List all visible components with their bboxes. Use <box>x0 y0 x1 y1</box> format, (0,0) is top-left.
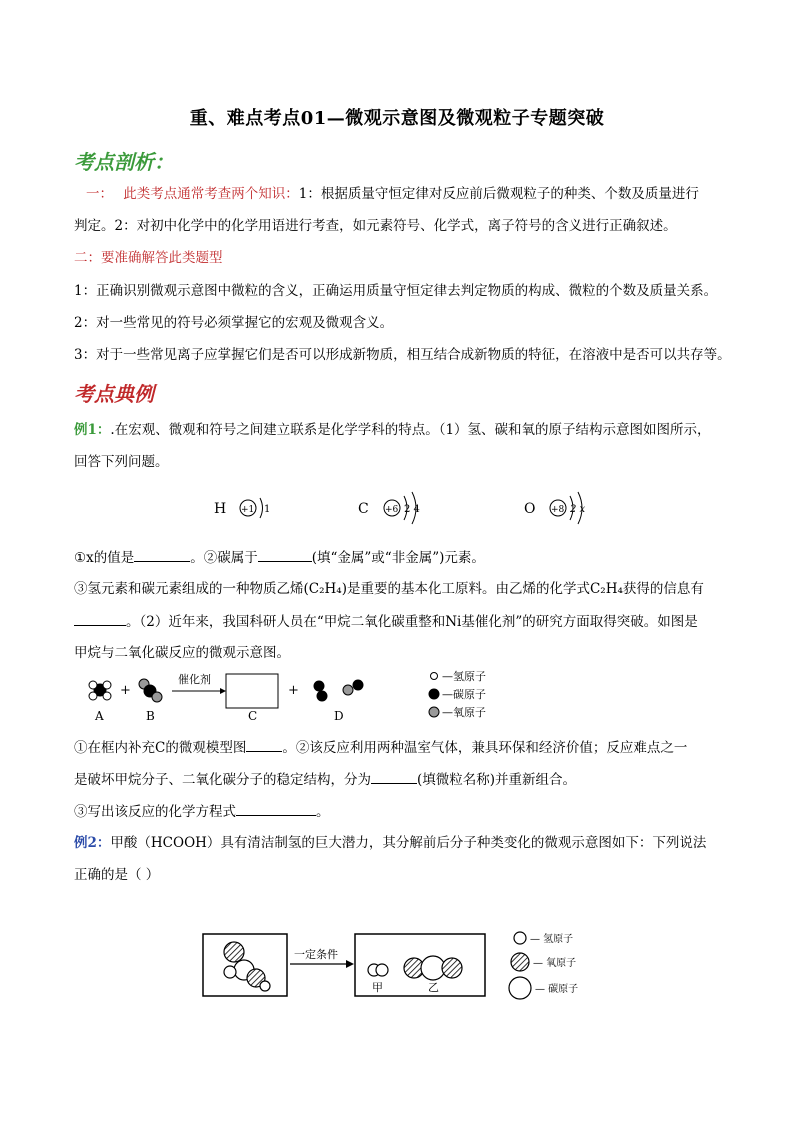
atom-o-nucleus: +8 <box>551 505 565 515</box>
reaction-diagram-1 <box>82 668 512 730</box>
reaction-diagram-2 <box>200 928 620 1018</box>
question-1 <box>74 547 485 568</box>
p1-highlight: 此类考点通常考查两个知识： <box>123 186 299 202</box>
question-1-part-c: (填“金属”或“非金属”)元素。 <box>311 550 485 566</box>
question-5-part-b: 。 <box>316 804 330 820</box>
question-3-part-b: 。（2）近年来，我国科研人员在“甲烷二氧化碳重整和Ni基催化剂”的研究方面取得突破。如图是 <box>126 614 698 630</box>
example-1-text: .在宏观、微观和符号之间建立联系是化学学科的特点。（1）氢、碳和氧的原子结构示意图如图所示， <box>110 422 711 438</box>
question-3-line-1: ③氢元素和碳元素组成的一种物质乙烯(C₂H₄)是重要的基本化工原料。由乙烯的化学式C₂H₄获得的信息有 <box>74 581 704 597</box>
p1-rest: 1：根据质量守恒定律对反应前后微观粒子的种类、个数及质量进行 <box>298 186 699 202</box>
paragraph-6: 3：对于一些常见离子应掌握它们是否可以形成新物质，相互结合成新物质的特征，在溶液中是否可以共存等。 <box>74 347 731 363</box>
atom-o-symbol: O <box>524 501 536 517</box>
label-b: B <box>146 709 155 723</box>
paragraph-5: 2：对一些常见的符号必须掌握它的宏观及微观含义。 <box>74 315 394 331</box>
atom-h <box>214 498 270 518</box>
example-1-label: 例1： <box>74 422 111 438</box>
atom-h-electrons: 1 <box>264 504 271 515</box>
formic-acid-molecule <box>224 942 270 991</box>
legend-carbon: —碳原子 <box>442 688 486 701</box>
answer-blank-model[interactable] <box>246 737 282 752</box>
paragraph-2: 判定。2：对初中化学中的化学用语进行考查，如元素符号、化学式，离子符号的含义进行正确叙述。 <box>74 218 677 234</box>
paragraph-4: 1：正确识别微观示意图中微粒的含义，正确运用质量守恒定律去判定物质的构成、微粒的个数及质量关系。 <box>74 283 718 299</box>
plus-2: + <box>288 683 299 698</box>
product-c-box[interactable] <box>226 674 278 708</box>
answer-blank-ethylene[interactable] <box>74 611 126 626</box>
atom-c-symbol: C <box>358 501 369 517</box>
answer-blank-carbon[interactable] <box>258 547 312 562</box>
example-1-line-2: 回答下列问题。 <box>74 454 169 470</box>
legend2-carbon-icon <box>509 977 531 999</box>
legend2-oxygen: — 氧原子 <box>533 958 577 969</box>
legend2-hydrogen: — 氢原子 <box>530 934 574 945</box>
legend-oxygen-icon <box>429 707 439 717</box>
question-3-line-2 <box>74 611 698 632</box>
legend-hydrogen: —氢原子 <box>442 670 486 683</box>
atom-c-electrons: 2 4 <box>404 504 420 515</box>
atom-h-symbol: H <box>214 501 227 517</box>
atom-o <box>524 492 586 524</box>
atom-h-nucleus: +1 <box>241 505 255 515</box>
plus-1: + <box>120 683 131 698</box>
legend-hydrogen-icon <box>431 673 438 680</box>
section-heading-examples: 考点典例 <box>74 382 154 406</box>
legend2-hydrogen-icon <box>514 932 526 944</box>
legend2-oxygen-icon <box>511 953 529 971</box>
molecule-yi <box>404 956 462 980</box>
label-d: D <box>334 709 344 723</box>
answer-blank-equation[interactable] <box>236 801 316 816</box>
label-a: A <box>95 709 104 723</box>
molecule-b <box>139 679 162 702</box>
atom-structure-diagrams <box>200 488 620 528</box>
p1-prefix: 一： <box>86 186 113 202</box>
question-5-part-a: ③写出该反应的化学方程式 <box>74 804 236 820</box>
label-c: C <box>248 709 258 723</box>
molecule-a <box>89 681 111 700</box>
atom-o-electrons: 2 x <box>570 504 586 515</box>
molecule-d <box>314 680 363 701</box>
example-1-line-1 <box>74 420 711 440</box>
question-1-part-b: 。②碳属于 <box>190 550 258 566</box>
answer-blank-particle[interactable] <box>371 769 417 784</box>
legend2-carbon: — 碳原子 <box>535 984 579 995</box>
example-2-label: 例2： <box>74 835 111 851</box>
question-5 <box>74 801 330 822</box>
condition-label: 一定条件 <box>294 948 338 961</box>
question-4-part-d: (填微粒名称)并重新组合。 <box>417 772 577 788</box>
label-jia: 甲 <box>372 981 383 994</box>
legend-oxygen: —氧原子 <box>442 706 486 719</box>
page-title: 重、难点考点01—微观示意图及微观粒子专题突破 <box>189 108 605 129</box>
example-2-line-2: 正确的是（ ） <box>74 867 160 883</box>
question-4-part-c: 是破坏甲烷分子、二氧化碳分子的稳定结构，分为 <box>74 772 371 788</box>
molecule-jia <box>368 964 388 976</box>
atom-c <box>358 492 420 524</box>
label-yi: 乙 <box>428 981 439 994</box>
question-1-part-a: ①x的值是 <box>74 550 135 566</box>
question-3-line-3: 甲烷与二氧化碳反应的微观示意图。 <box>74 645 290 661</box>
example-2-text: 甲酸（HCOOH）具有清洁制氢的巨大潜力，其分解前后分子种类变化的微观示意图如下：下列说法 <box>110 835 707 851</box>
question-4-part-b: 。②该反应利用两种温室气体，兼具环保和经济价值；反应难点之一 <box>282 740 688 756</box>
legend-carbon-icon <box>429 689 439 699</box>
answer-blank-x[interactable] <box>134 547 190 562</box>
section-heading-analysis: 考点剖析： <box>74 150 174 174</box>
catalyst-label: 催化剂 <box>178 673 211 686</box>
question-4-line-2 <box>74 769 576 790</box>
example-2-line-1 <box>74 833 706 853</box>
paragraph-3: 二：要准确解答此类题型 <box>74 250 223 266</box>
paragraph-1 <box>74 184 699 204</box>
atom-c-nucleus: +6 <box>385 505 399 515</box>
question-4-part-a: ①在框内补充C的微观模型图 <box>74 740 247 756</box>
question-4-line-1 <box>74 737 687 758</box>
